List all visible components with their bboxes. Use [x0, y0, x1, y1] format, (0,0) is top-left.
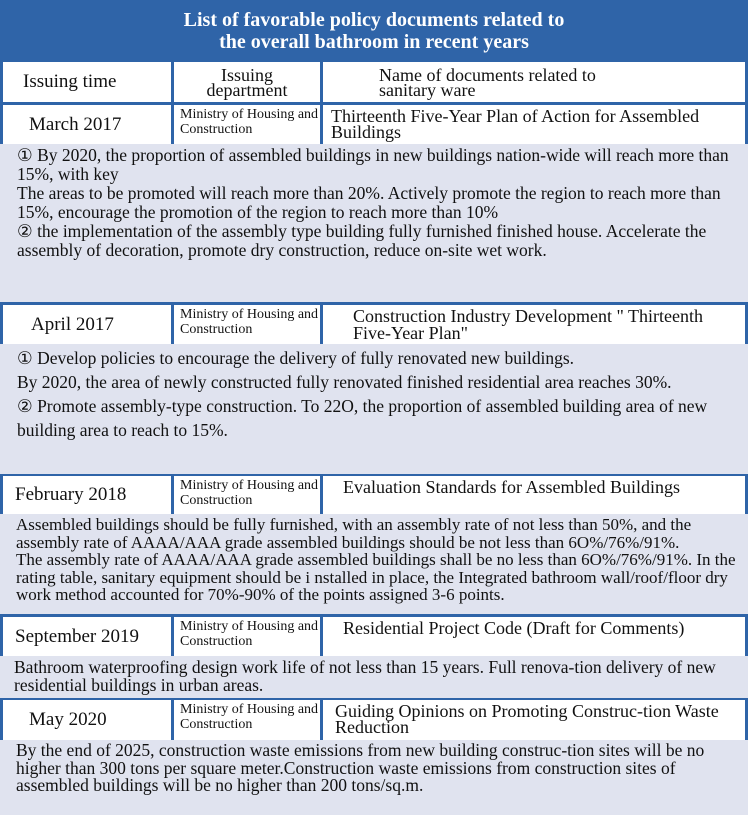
description-paragraph: ① By 2020, the proportion of assembled buildings in new buildings nation-wide will reach more than 15%, with key	[17, 145, 729, 184]
entry-description	[0, 344, 748, 474]
table-title	[0, 0, 748, 62]
issuing-time-cell: March 2017	[3, 105, 171, 144]
header-doc-line-2: sanitary ware	[379, 80, 476, 100]
issuing-time-cell: February 2018	[3, 476, 171, 514]
entry-description	[0, 656, 748, 698]
header-dept-line-2: department	[206, 80, 288, 100]
entry-description	[0, 144, 748, 302]
header-document-name	[323, 62, 745, 102]
entry-description	[0, 514, 748, 614]
description-paragraph: The assembly rate of AAAA/AAA grade assembled buildings shall be no less than 6O%/76%/91%. In the rating table, sanitary equipment should be i nstalled in place, the Integrated bathroom wall/roof/floor dry work method accounted for 70%-90% of the points assigned 3-6 points.	[16, 550, 736, 604]
description-paragraph: ② Promote assembly-type construction. To 22O, the proportion of assembled building area of new building area to reach to 15%.	[17, 396, 708, 440]
entry-row	[0, 105, 748, 144]
entry-row	[0, 305, 748, 344]
document-name-cell: Evaluation Standards for Assembled Buildings	[323, 476, 745, 514]
entry-row	[0, 476, 748, 514]
description-paragraph: Bathroom waterproofing design work life of not less than 15 years. Full renova-tion delivery of new residential buildings in urban areas.	[14, 657, 716, 695]
issuing-department-cell: Ministry of Housing and Construction	[174, 105, 320, 144]
issuing-department-cell: Ministry of Housing and Construction	[174, 617, 320, 656]
description-paragraph: By 2020, the area of newly constructed fully renovated finished residential area reaches 30%.	[17, 372, 672, 392]
issuing-department-cell: Ministry of Housing and Construction	[174, 305, 320, 344]
header-issuing-department	[174, 62, 320, 102]
header-row	[0, 62, 748, 102]
issuing-time-cell: September 2019	[3, 617, 171, 656]
document-name-cell: Thirteenth Five-Year Plan of Action for Assembled Buildings	[323, 105, 745, 144]
description-paragraph: By the end of 2025, construction waste emissions from new building construc-tion sites will be no higher than 300 tons per square meter.Construction waste emissions from construction sites of assembled buildings will be no higher than 200 tons/sq.m.	[16, 740, 705, 795]
description-paragraph: The areas to be promoted will reach more than 20%. Actively promote the region to reach more than 15%, encourage the promotion of the region to reach more than 10%	[17, 183, 721, 222]
header-doc-line-1: Name of documents related to	[379, 65, 596, 85]
entry-description	[0, 740, 748, 815]
table-title-line-2: the overall bathroom in recent years	[219, 31, 529, 53]
document-name-cell: Guiding Opinions on Promoting Construc-tion Waste Reduction	[323, 700, 745, 740]
issuing-time-cell: April 2017	[3, 305, 171, 344]
issuing-department-cell: Ministry of Housing and Construction	[174, 476, 320, 514]
description-paragraph: Assembled buildings should be fully furnished, with an assembly rate of not less than 50%, and the assembly rate of AAAA/AAA grade assembled buildings should be not less than 6O%/76%/91%.	[16, 515, 692, 552]
document-name-cell: Construction Industry Development " Thirteenth Five-Year Plan"	[323, 305, 745, 344]
document-name-cell: Residential Project Code (Draft for Comments)	[323, 617, 745, 656]
header-issuing-time	[3, 62, 171, 102]
issuing-time-cell: May 2020	[3, 700, 171, 740]
entry-row	[0, 617, 748, 656]
issuing-department-cell: Ministry of Housing and Construction	[174, 700, 320, 740]
header-issuing-time-label: Issuing time	[23, 71, 117, 92]
description-paragraph: ② the implementation of the assembly type building fully furnished finished house. Accelerate the assembly of decoration, promote dry construction, reduce on-site wet work.	[17, 221, 707, 260]
entry-row	[0, 700, 748, 740]
description-paragraph: ① Develop policies to encourage the delivery of fully renovated new buildings.	[17, 348, 575, 368]
table-title-line-1: List of favorable policy documents related to	[183, 9, 565, 31]
header-dept-line-1: Issuing	[220, 65, 273, 85]
